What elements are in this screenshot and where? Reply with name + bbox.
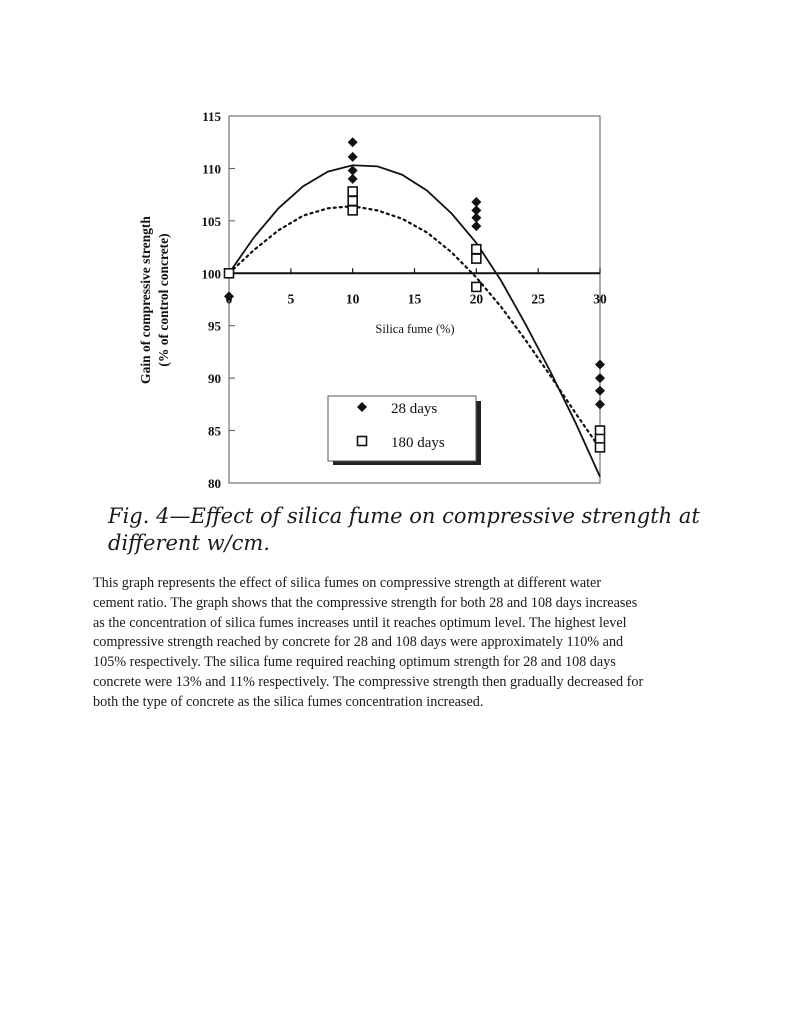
legend-label-28-days: 28 days	[391, 401, 438, 417]
caption-line: different w/cm.	[108, 531, 270, 555]
point-28-days	[348, 174, 358, 184]
point-28-days	[595, 360, 605, 370]
point-180-days	[348, 187, 357, 196]
paragraph-line: 105% respectively. The silica fume required reaching optimum strength for 28 and 108 days	[93, 654, 616, 671]
point-180-days	[472, 254, 481, 263]
y-axis-sublabel: (% of control concrete)	[156, 233, 171, 367]
y-tick-label: 90	[208, 371, 221, 387]
paragraph-line: concrete were 13% and 11% respectively. The compressive strength then gradually decreased for	[93, 673, 644, 690]
y-tick-label: 115	[202, 109, 221, 124]
y-tick-label: 95	[208, 318, 221, 334]
point-180-days	[596, 443, 605, 452]
point-28-days	[348, 137, 358, 147]
legend-square-icon	[358, 437, 367, 446]
compressive-strength-chart	[0, 0, 791, 500]
figure-caption	[108, 503, 700, 557]
paragraph-line: as the concentration of silica fumes increases until it reaches optimum level. The highest level	[93, 614, 627, 631]
y-tick-label: 110	[202, 161, 221, 177]
description-paragraph	[93, 574, 703, 713]
point-180-days	[472, 282, 481, 291]
paragraph-line: both the type of concrete as the silica fumes concentration increased.	[93, 693, 484, 710]
x-axis-label: Silica fume (%)	[375, 322, 455, 336]
point-28-days	[348, 152, 358, 162]
caption-line: Fig. 4—Effect of silica fume on compressive strength at	[108, 504, 700, 528]
paragraph-line: cement ratio. The graph shows that the compressive strength for both 28 and 108 days increases	[93, 594, 638, 611]
x-tick-label: 5	[287, 291, 295, 307]
paragraph-line: This graph represents the effect of silica fumes on compressive strength at different water	[93, 575, 602, 591]
point-28-days	[595, 386, 605, 396]
y-tick-label: 85	[208, 423, 221, 439]
x-tick-label: 30	[593, 291, 607, 307]
y-tick-label: 100	[201, 266, 221, 282]
legend-label-180-days: 180 days	[391, 435, 445, 451]
point-28-days	[595, 399, 605, 409]
x-tick-label: 10	[345, 291, 360, 307]
y-axis-label: Gain of compressive strength	[138, 216, 153, 384]
point-28-days	[595, 373, 605, 383]
point-180-days	[348, 206, 357, 215]
x-tick-label: 15	[407, 291, 422, 307]
legend	[328, 396, 481, 465]
point-28-days	[471, 221, 481, 231]
point-180-days	[472, 245, 481, 254]
y-tick-label: 80	[208, 476, 221, 491]
point-180-days	[348, 196, 357, 205]
x-tick-label: 20	[469, 291, 484, 307]
paragraph-line: compressive strength reached by concrete for 28 and 108 days were approximately 110% and	[93, 634, 624, 651]
x-tick-label: 25	[531, 291, 545, 307]
y-tick-label: 105	[201, 213, 221, 229]
point-180-days	[225, 269, 234, 278]
